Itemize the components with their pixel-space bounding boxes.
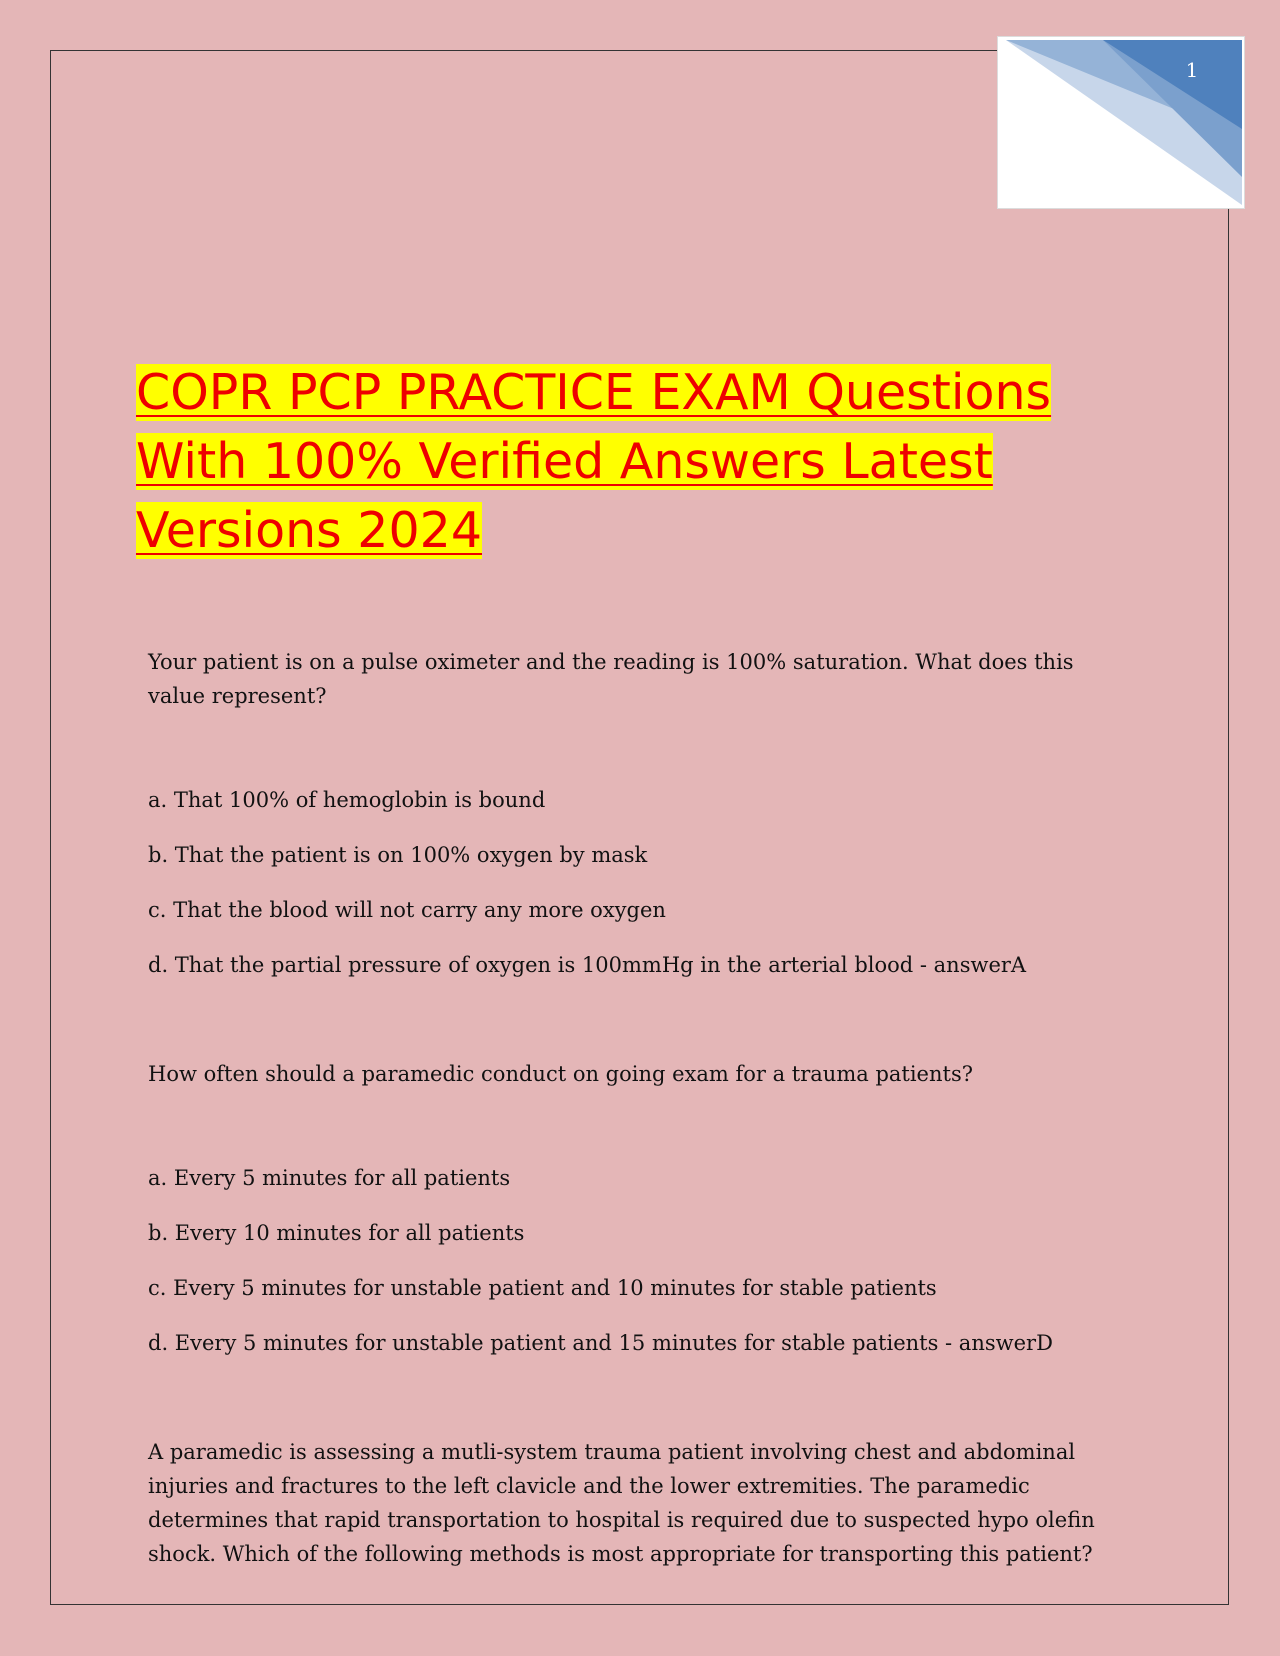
answer-option: c. That the blood will not carry any more oxygen: [148, 898, 666, 922]
question-text: Your patient is on a pulse oximeter and the reading is 100% saturation. What does this value represent?: [148, 650, 1074, 708]
question-text: How often should a paramedic conduct on going exam for a trauma patients?: [148, 1062, 973, 1086]
answer-option: d. That the partial pressure of oxygen is 100mmHg in the arterial blood - answerA: [148, 953, 1027, 977]
answer-option: a. Every 5 minutes for all patients: [148, 1166, 511, 1190]
corner-triangles-icon: [998, 37, 1246, 210]
page-corner-graphic: [997, 36, 1245, 209]
page-number: 1: [1185, 58, 1199, 82]
answer-option: c. Every 5 minutes for unstable patient and 10 minutes for stable patients: [148, 1276, 937, 1300]
document-title-text: COPR PCP PRACTICE EXAM Questions With 100% Verified Answers Latest Versions 2024: [136, 364, 1052, 559]
question-text: A paramedic is assessing a mutli-system trauma patient involving chest and abdominal injuries and fractures to the left clavicle and the lower extremities. The paramedic determines that rapid transportation to hospital is required due to suspected hypo olefin shock. Which of the following methods is most appropriate for transporting this patient?: [148, 1440, 1095, 1566]
exam-content: [148, 645, 1108, 1641]
answer-option: a. That 100% of hemoglobin is bound: [148, 788, 546, 812]
document-title: [136, 358, 1136, 565]
answer-option: d. Every 5 minutes for unstable patient and 15 minutes for stable patients - answerD: [148, 1331, 1053, 1355]
answer-option: b. Every 10 minutes for all patients: [148, 1221, 525, 1245]
answer-option: b. That the patient is on 100% oxygen by mask: [148, 843, 648, 867]
